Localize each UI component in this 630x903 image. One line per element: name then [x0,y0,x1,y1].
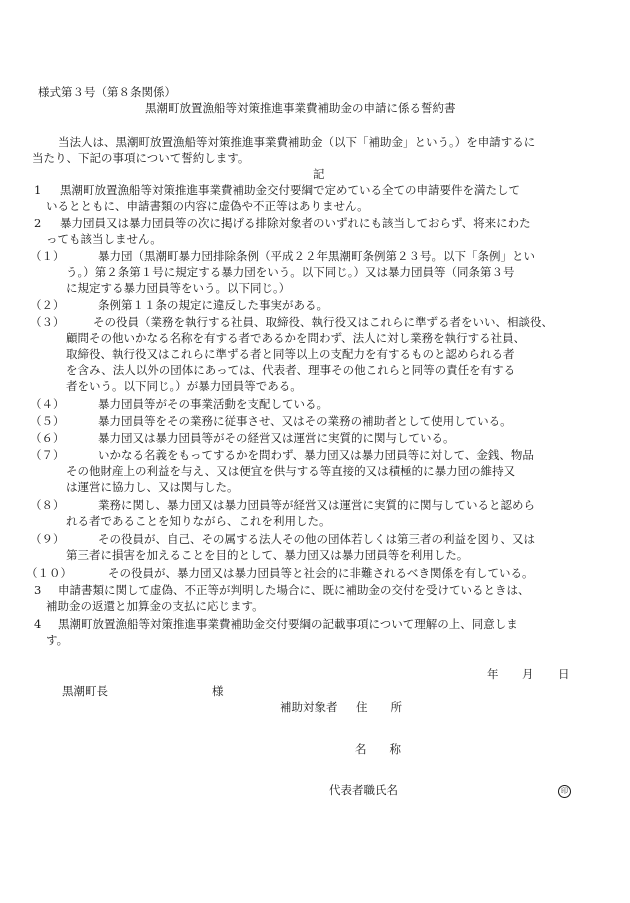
sub-item-number: （７） [30,448,65,462]
applicant-label: 補助対象者 [280,700,338,714]
sub-item-line: 暴力団又は暴力団員等がその経営又は運営に実質的に関与している。 [98,431,455,445]
date-month-label: 月 [522,667,534,681]
sub-item-line: 取締役、執行役又はこれらに準ずる者と同等以上の支配力を有するものと認められる者 [66,347,515,361]
representative-label: 代表者職氏名 [329,783,398,797]
seal-icon: 印 [558,785,571,798]
sub-item-number: （５） [30,414,65,428]
sub-item-line: 暴力団（黒潮町暴力団排除条例（平成２２年黒潮町条例第２３号。以下「条例」とい [98,249,535,263]
form-label: 様式第３号（第８条関係） [38,85,176,99]
item-number: 2 [34,216,42,230]
sub-item-line: その役員（業務を執行する社員、取締役、執行役又はこれらに準ずる者をいい、相談役、 [93,315,553,329]
sub-item-number: （８） [30,498,65,512]
item-line: っても該当しません。 [46,232,162,246]
sub-item-line: 暴力団員等がその事業活動を支配している。 [98,397,328,411]
sub-item-line: 条例第１１条の規定に違反した事実がある。 [98,298,328,312]
addressee: 黒潮町長 [62,684,108,698]
ki-heading: 記 [313,167,325,181]
sub-item-line: に規定する暴力団員等をいう。以下同じ。） [66,281,291,295]
sub-item-line: う。）第２条第１号に規定する暴力団をいう。以下同じ。）又は暴力団員等（同条第３号 [66,265,515,279]
item-line: 申請書類に関して虚偽、不正等が判明した場合に、既に補助金の交付を受けているときは、 [58,583,530,597]
sub-item-number: （２） [30,298,65,312]
sub-item-number: （１） [30,249,65,263]
sub-item-number: （４） [30,397,65,411]
seal-mark [558,782,571,798]
intro-line: 当たり、下記の事項について誓約します。 [32,151,250,165]
sub-item-line: を含み、法人以外の団体にあっては、代表者、理事その他これらと同等の責任を有する [66,363,516,377]
item-line: す。 [46,633,69,647]
sub-item-number: （６） [30,431,65,445]
sub-item-number: （１０） [26,566,72,580]
sub-item-line: その他財産上の利益を与え、又は便宜を供与する等直接的又は積極的に暴力団の維持又 [66,464,516,478]
sub-item-number: （９） [30,532,65,546]
item-line: 黒潮町放置漁船等対策推進事業費補助金交付要綱の記載事項について理解の上、同意しま [58,617,518,631]
sub-item-line: 業務に関し、暴力団又は暴力団員等が経営又は運営に実質的に関与していると認めら [98,498,535,512]
item-line: 黒潮町放置漁船等対策推進事業費補助金交付要綱で定めている全ての申請要件を満たして [60,183,520,197]
item-line: 暴力団員又は暴力団員等の次に掲げる排除対象者のいずれにも該当しておらず、将来にわた [60,216,531,230]
intro-line: 当法人は、黒潮町放置漁船等対策推進事業費補助金（以下「補助金」という。）を申請するに [58,135,536,149]
sub-item-number: （３） [30,315,65,329]
document-title: 黒潮町放置漁船等対策推進事業費補助金の申請に係る誓約書 [145,101,456,115]
name-label: 名 称 [355,742,401,756]
date-year-label: 年 [487,667,499,681]
item-line: 補助金の返還と加算金の支払に応じます。 [46,599,264,613]
sub-item-line: その役員が、暴力団又は暴力団員等と社会的に非難されるべき関係を有している。 [108,566,534,580]
sub-item-line: いかなる名義をもってするかを問わず、暴力団又は暴力団員等に対して、金銭、物品 [98,448,534,462]
sub-item-line: 顧問その他いかなる名称を有する者であるかを問わず、法人に対し業務を執行する社員、 [66,331,526,345]
item-number: 4 [34,617,42,631]
sub-item-line: れる者であることを知りながら、これを利用した。 [66,514,331,528]
item-number: 3 [34,583,42,597]
sub-item-line: は運営に協力し、又は関与した。 [66,480,239,494]
address-label: 住 所 [356,700,402,714]
honorific: 様 [212,684,224,698]
sub-item-line: 暴力団員等をその業務に従事させ、又はその業務の補助者として使用している。 [98,414,512,428]
item-line: いるとともに、申請書類の内容に虚偽や不正等はありません。 [46,199,369,213]
sub-item-line: 第三者に損害を加えることを目的として、暴力団又は暴力団員等を利用した。 [66,548,469,562]
sub-item-line: その役員が、自己、その属する法人その他の団体若しくは第三者の利益を図り、又は [98,532,535,546]
item-number: 1 [34,183,42,197]
date-day-label: 日 [558,667,570,681]
sub-item-line: 者をいう。以下同じ。）が暴力団員等である。 [66,379,302,393]
